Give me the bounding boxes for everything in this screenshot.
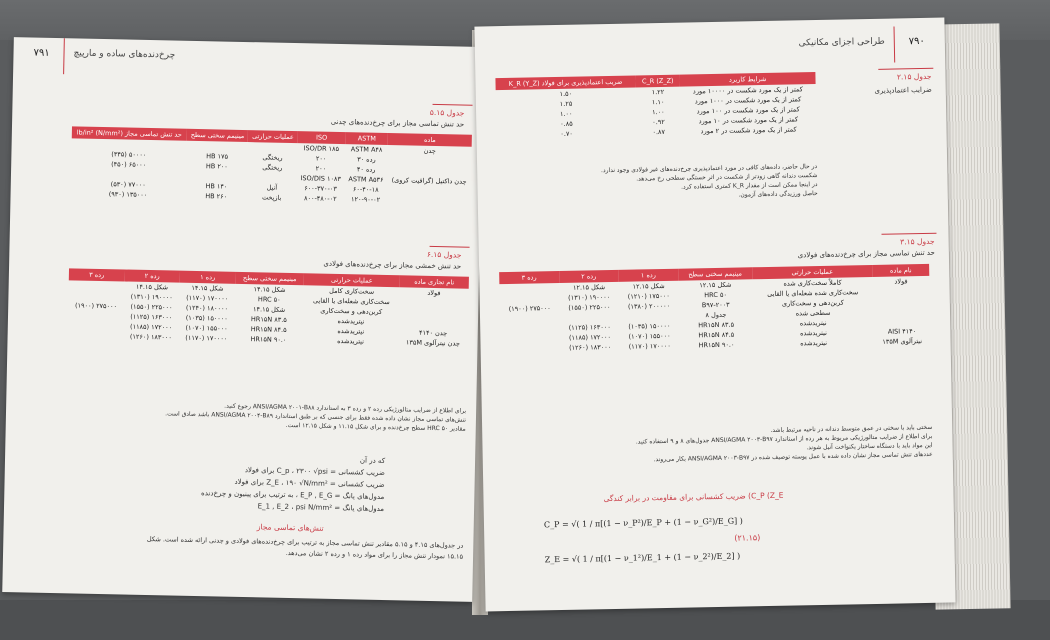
table-cell: کمتر از یک مورد شکست در ۱۰۰۰ مورد <box>694 95 802 106</box>
eq-line: مدول‌های یانگ = E_1 , E_2 ، psi N/mm² <box>257 502 385 513</box>
table-cell: ۲۲۵۰۰۰ (۱۵۵۰) <box>568 303 611 312</box>
table-cell: چدن ۴۱۴۰ <box>418 328 448 338</box>
column-header: رده ۲ <box>124 270 180 283</box>
table-cell: کمتر از یک مورد شکست در ۱۰ مورد <box>698 115 799 126</box>
note: عددهای تنش تماسی مجاز نشان داده شده با عمل پوسته توصیف شده در ANSI/AGMA ۲۰۰۳-B۹۷ بکار می‌روند. <box>653 450 933 464</box>
table-cell: شکل ۱۴.۱۵ <box>253 285 286 294</box>
left-table1-caption: جدول ۵.۱۵ <box>429 107 465 118</box>
table-cell: کربن‌دهی و سخت‌کاری <box>320 306 383 316</box>
left-table1-subtitle: حد تنش تماسی مجاز برای چرخ‌دنده‌های چدنی <box>330 117 465 129</box>
eq-line: مدول‌های یانگ = E_P , E_G ، به ترتیب برای پینیون و چرخ‌دنده <box>201 489 385 501</box>
table-cell: ۱.۰۰ <box>651 107 665 117</box>
paragraph-line: در جدول‌های ۴.۱۵ و ۵.۱۵ مقادیر تنش تماسی مجاز به ترتیب برای چرخ‌دنده‌های فولادی و چدنی ارائه شده است. شکل <box>146 535 464 550</box>
note: شکست دندانه گاهی زودتر از شکست در اثر خستگی سطحی رخ می‌دهد. <box>636 172 818 183</box>
table-cell: کربن‌دهی و سخت‌کاری <box>781 298 844 308</box>
right-table1-notes <box>497 162 818 204</box>
table-cell: ۱۶۳۰۰۰ (۱۱۲۵) <box>130 312 173 322</box>
left-section-heading: تنش‌های تماسی مجاز <box>256 522 324 533</box>
table-cell: نیترآلوی ۱۳۵M <box>882 337 923 346</box>
right-table2-notes <box>502 423 933 467</box>
table-cell: ۱۷۰۰۰۰ (۱۱۷۰) <box>186 293 229 303</box>
table-cell: ۲۷۵۰۰۰ (۱۹۰۰) <box>508 304 551 313</box>
table-cell: ۱۵۵۰۰۰ (۱۰۷۰) <box>628 331 671 341</box>
table-cell: ۸۴.۵ HR۱۵N <box>698 330 735 340</box>
table-cell: ۲۶۰ HB <box>205 192 228 201</box>
table-cell: ۱۸۳۰۰۰ (۱۲۶۰) <box>569 343 612 352</box>
table-cell: فولاد <box>894 277 908 286</box>
table-cell: ۱۹۰۰۰۰ (۱۳۱۰) <box>568 293 611 302</box>
left-t1-rule <box>433 104 473 106</box>
table-cell: نیتریدشده <box>799 318 827 328</box>
table-cell: ۱.۰۰ <box>559 109 573 118</box>
table-cell: ۰.۹۲ <box>652 117 665 127</box>
column-header: نام تجاری ماده <box>399 275 468 288</box>
note: تنش‌های تماسی مجاز نشان داده شده فقط برای جنسی که بر طبق استاندارد ANSI/AGMA ۲۰۰۴-B۸۹ باشد صادق است. <box>165 410 467 424</box>
table-cell: ۵۰ HRC <box>257 295 281 304</box>
column-header: عملیات حرارتی <box>248 130 298 143</box>
column-header: ماده <box>388 133 472 147</box>
table-cell: ۱۷۰۰۰۰ (۱۱۷۰) <box>628 341 671 351</box>
column-header: مینیمم سختی سطح <box>678 267 752 280</box>
table-cell: ۱.۵۰ <box>559 89 573 98</box>
table-cell: شکل ۱۴.۱۵ <box>135 282 169 292</box>
column-header: عملیات حرارتی <box>752 265 873 279</box>
table-cell: ریختگی <box>262 153 283 162</box>
table-cell: ۲۰۰ <box>315 164 327 173</box>
table-cell: چدن داکتیل (گرافیت کروی) <box>391 176 467 186</box>
table-cell: سخت‌کاری شده شعله‌ای یا القایی <box>767 288 859 298</box>
column-header: رده ۱ <box>618 269 678 282</box>
table-cell: نیتریدشده <box>337 326 365 336</box>
table-cell: ۱.۲۲ <box>651 87 665 97</box>
table-cell: ۱۶۳۰۰۰ (۱۱۲۵) <box>568 323 611 332</box>
table-cell: ۱۵۰۰۰۰ (۱۰۳۵) <box>628 321 671 331</box>
column-header: ISO <box>297 131 345 144</box>
eq-prefix: که در آن <box>359 456 386 466</box>
right-table1-caption: جدول ۲.۱۵ <box>896 71 932 82</box>
right-table1 <box>495 72 816 140</box>
note: این مواد باید با دستگاه ساختار یکنواخت آنیل شوند. <box>806 441 933 452</box>
column-header: حد تنش تماسی مجاز (N/mm²) lb/in² <box>72 126 187 140</box>
table-cell: ۸۳.۵ HR۱۵N <box>250 315 287 324</box>
table-cell: سخت‌کاری شعله‌ای یا القایی <box>312 296 390 307</box>
table-cell: ۰.۷۰ <box>560 129 573 138</box>
note: حاصل ورزیدگی داده‌های آزمون. <box>738 190 818 199</box>
table-cell: ۲۰۰۰۰۰ (۱۳۸۰) <box>627 301 671 311</box>
eq-line: ضریب کشسانی = C_p ، ۲۳۰۰ √psi برای فولاد <box>244 466 385 478</box>
left-table2 <box>68 268 469 348</box>
table-cell: جدول ۸ <box>705 310 727 320</box>
table-cell: چدن <box>423 146 436 156</box>
table-cell: ۱۸۳۰۰۰ (۱۲۶۰) <box>129 332 173 342</box>
left-page-number: ۷۹۱ <box>33 47 50 59</box>
right-section-title: ضریب کشسانی برای مقاومت در برابر کندگی (C_P (Z_E <box>603 490 784 504</box>
table-cell: بازپخت <box>261 193 282 202</box>
table-cell: ۰.۸۷ <box>652 127 666 137</box>
table-cell: نیتریدشده <box>337 316 365 326</box>
left-running-head: چرخ‌دنده‌های ساده و مارپیچ <box>73 48 176 61</box>
table-cell: ۸۳.۵ HR۱۵N <box>698 320 735 330</box>
table-cell: شکل ۱۲.۱۵ <box>699 280 732 290</box>
table-cell: ۹۰.۰ HR۱۵N <box>698 340 735 350</box>
table-cell: ۱۷۲۰۰۰ (۱۱۸۵) <box>129 322 173 332</box>
table-cell: ۱.۱۰ <box>651 97 665 107</box>
column-header: رده ۳ <box>69 268 125 281</box>
table-cell: کمتر از یک مورد شکست در ۲ مورد <box>700 125 797 136</box>
table-cell: ASTM A۴۸ <box>350 145 383 154</box>
column-header: عملیات حرارتی <box>304 273 400 287</box>
table-cell: ۱۳۵۰۰۰ (۹۳۰) <box>108 190 148 199</box>
paragraph-line: ۱۵.۱۵ نمودار تنش مجاز را برای مواد رده ۱ و رده ۲ نشان می‌دهد. <box>285 548 464 561</box>
table-cell <box>68 330 124 341</box>
equation-ze: Z_E = √( 1 / π[(1 − ν_1²)/E_1 + (1 − ν_2²)/E_2] ) <box>544 551 741 565</box>
right-header-rule <box>894 27 896 63</box>
table-cell: ۲۷۵۰۰۰ (۱۹۰۰) <box>74 301 118 311</box>
right-table2-subtitle: حد تنش تماسی مجاز برای چرخ‌دنده‌های فولادی <box>797 248 935 260</box>
table-cell: چدن نیترآلوی ۱۳۵M <box>405 338 461 348</box>
table-cell: ۶۰-۴۰-۱۸ <box>352 185 379 194</box>
right-table2-caption: جدول ۳.۱۵ <box>900 236 935 247</box>
left-equation-legend <box>154 450 385 515</box>
table-cell: ۱۹۰۰۰۰ (۱۳۱۰) <box>130 292 173 302</box>
right-page <box>474 18 955 612</box>
column-header: شرایط کاربرد <box>680 72 816 87</box>
note: برای اطلاع از ضرایب متالورژیکی رده ۲ و رده ۳ به استاندارد ANSI/AGMA ۲۰۰۱-B۸۸ رجوع کنید. <box>224 402 467 415</box>
table-cell: ۷۷۰۰۰ (۵۳۰) <box>110 180 146 189</box>
left-table1 <box>70 126 471 206</box>
table-cell: ۲۰۰ HB <box>205 162 228 171</box>
table-cell: ISO/DR ۱۸۵ <box>303 144 340 153</box>
left-page <box>2 37 484 602</box>
table-cell: ۹۰.۰ HR۱۵N <box>250 335 287 344</box>
right-table1-subtitle: ضرایب اعتمادپذیری <box>874 85 932 95</box>
table-cell: ASTM A۵۳۶ <box>348 175 384 184</box>
table-cell: ۱۷۵۰۰۰ (۱۲۱۰) <box>627 291 670 301</box>
column-header: ASTM <box>345 132 388 145</box>
table-cell: نیتریدشده <box>800 338 828 348</box>
column-header: رده ۲ <box>559 270 619 283</box>
table-cell: فولاد <box>427 288 441 298</box>
right-table2 <box>499 264 930 354</box>
right-running-head: طراحی اجزای مکانیکی <box>798 36 885 49</box>
table-cell: ۶۰۰-۳۷۰-۰۳ <box>304 184 337 193</box>
column-header: C_R (Z_Z) <box>636 75 680 88</box>
table-cell: ریختگی <box>262 163 283 172</box>
column-header: رده ۳ <box>499 271 559 284</box>
column-header: نام ماده <box>872 264 929 277</box>
table-cell: ۲۲۵۰۰۰ (۱۵۵۰) <box>130 302 173 312</box>
eq-line: ضریب کشسانی = Z_E ، ۱۹۰ √N/mm² برای فولاد <box>234 477 385 490</box>
note: در حال حاضر، داده‌های کافی در مورد اعتمادپذیری چرخ‌دنده‌های غیر فولادی وجود ندارد. <box>600 163 818 175</box>
left-t2-rule <box>430 246 470 248</box>
table-cell: سطحی شده <box>795 308 831 318</box>
table-cell: ۰.۸۵ <box>560 119 573 128</box>
right-t1-rule <box>878 68 933 70</box>
left-table2-caption: جدول ۶.۱۵ <box>426 249 462 260</box>
table-cell: ۸۴.۵ HR۱۵N <box>250 325 287 334</box>
table-cell: سخت‌کاری کامل <box>329 286 375 296</box>
table-cell: ۱۷۵ HB <box>206 152 229 161</box>
table-cell: نیتریدشده <box>337 336 365 346</box>
note: در اینجا ممکن است از مقدار K_R کمتری استفاده کرد. <box>681 181 818 191</box>
equation-cp: C_P = √( 1 / π[(1 − ν_P²)/E_P + (1 − ν_G²)/E_G] ) <box>543 516 743 530</box>
table-cell <box>501 343 561 354</box>
left-table2-subtitle: حد تنش خمشی مجاز برای چرخ‌دنده‌های فولادی <box>323 259 462 271</box>
table-cell: ۱۷۰۰۰۰ (۱۱۷۰) <box>185 333 228 343</box>
table-cell: شکل ۱۲.۱۵ <box>632 281 665 291</box>
table-cell: AISI ۴۱۴۰ <box>887 327 917 336</box>
column-header: مینیمم سختی سطح <box>235 272 304 285</box>
table-cell: ۱۷۲۰۰۰ (۱۱۸۵) <box>568 333 612 342</box>
right-page-number: ۷۹۰ <box>908 35 925 48</box>
table-cell: ۱۵۰۰۰۰ (۱۰۳۵) <box>185 313 228 323</box>
table-cell: ISO/DIS ۱۰۸۳ <box>300 174 342 184</box>
table-cell: ۱.۲۵ <box>559 99 573 108</box>
table-cell: شکل ۱۲.۱۵ <box>572 283 606 292</box>
column-header: رده ۱ <box>180 271 236 284</box>
note: مقادیر ۵۰ HRC سطح چرخ‌دنده و برای شکل ۱۱.۱۵ و شکل ۱۲.۱۵ است. <box>285 421 466 433</box>
right-t2-rule <box>881 233 936 235</box>
table-cell: کاملاً سخت‌کاری شده <box>783 278 842 288</box>
table-cell: ۲۰۰۳-B۹۷ <box>701 300 730 310</box>
table-cell: شکل ۱۴.۱۵ <box>252 305 286 314</box>
table-cell: ۵۰ HRC <box>704 290 727 300</box>
table-cell: ۱۵۵۰۰۰ (۱۰۷۰) <box>185 323 228 333</box>
table-cell: ۱۸۰۰۰۰ (۱۲۴۰) <box>185 303 229 313</box>
table-cell: شکل ۱۴.۱۵ <box>191 283 224 293</box>
table-cell: ۱۲۰-۹۰-۰۲ <box>350 195 381 204</box>
note: برای اطلاع از ضرایب متالورژیکی مربوط به هر رده از استاندارد ANSI/AGMA ۲۰۰۳-B۹۷ جدول‌های ۸ و ۹ استفاده کنید. <box>635 432 933 446</box>
equation-number: (۲۱.۱۵) <box>734 533 761 543</box>
table-cell: ۸۰۰-۴۸۰-۰۲ <box>303 194 337 203</box>
table-cell: ۵۰۰۰۰ (۳۴۵) <box>111 150 147 159</box>
table-cell: رده ۴۰ <box>356 165 376 174</box>
table-cell: آنیل <box>266 183 278 192</box>
table-cell: ۱۴۰ HB <box>205 182 228 191</box>
table-cell: رده ۳۰ <box>357 155 376 164</box>
left-header-rule <box>63 38 65 74</box>
note: سختی باید با سختی در عمق متوسط دندانه در ناحیه مرتبط باشد. <box>770 423 933 434</box>
table-cell: کمتر از یک مورد شکست در ۱۰۰۰۰ مورد <box>692 85 803 96</box>
table-cell: ۲۰۰ <box>315 154 327 163</box>
table-cell <box>387 195 471 207</box>
table-cell: کمتر از یک مورد شکست در ۱۰۰ مورد <box>696 105 800 116</box>
column-header: ضریب اعتمادپذیری برای فولاد K_R (Y_Z) <box>495 75 635 90</box>
left-table2-notes <box>66 398 466 433</box>
left-section-text <box>63 532 463 562</box>
column-header: مینیمم سختی سطح <box>187 129 249 142</box>
table-cell: نیتریدشده <box>799 328 827 338</box>
table-cell: ۶۵۰۰۰ (۴۵۰) <box>111 160 147 169</box>
